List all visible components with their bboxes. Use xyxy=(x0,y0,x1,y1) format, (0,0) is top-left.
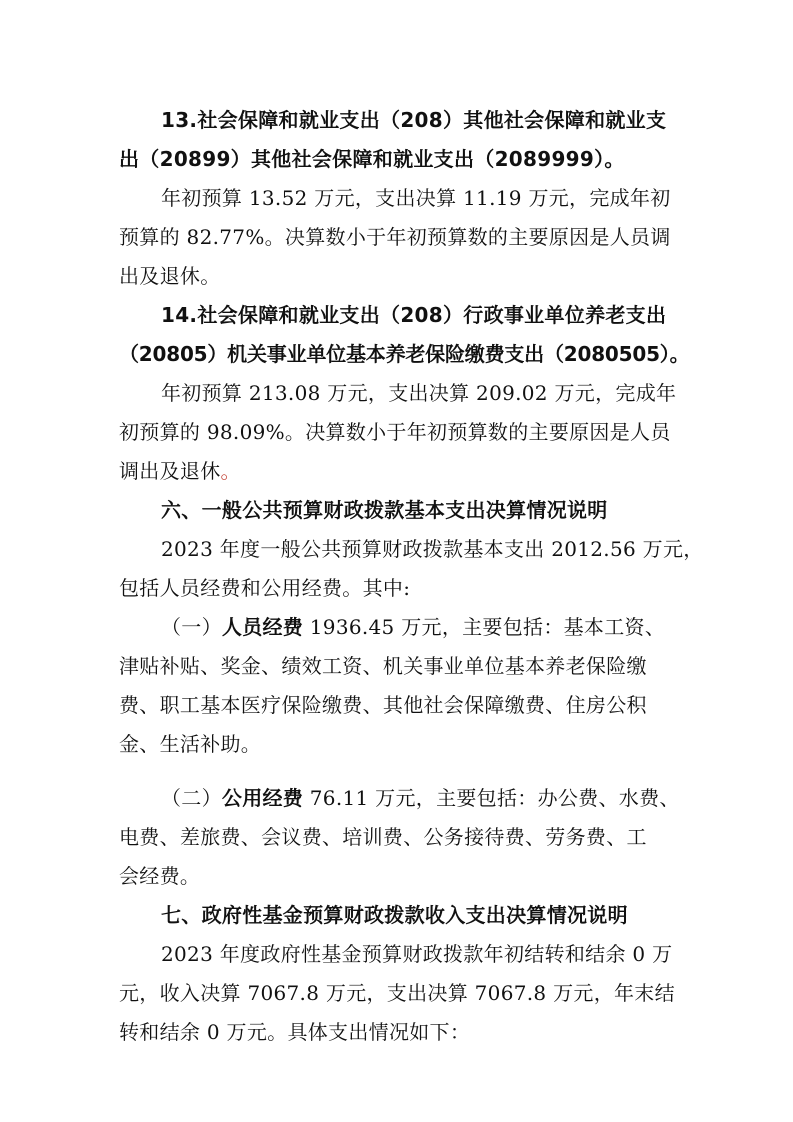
section-7-heading: 七、政府性基金预算财政拨款收入支出决算情况说明 xyxy=(161,903,628,927)
personnel-expense-line-2: 津贴补贴、奖金、绩效工资、机关事业单位基本养老保险缴 xyxy=(119,654,647,678)
personnel-expense-line-3: 费、职工基本医疗保险缴费、其他社会保障缴费、住房公积 xyxy=(119,693,647,717)
section-13-heading-line-1: 13.社会保障和就业支出（208）其他社会保障和就业支 xyxy=(161,108,667,132)
public-expense-line-3: 会经费。 xyxy=(119,864,201,888)
section-13-body-line-3: 出及退休。 xyxy=(119,264,221,288)
section-13-heading-line-2: 出（20899）其他社会保障和就业支出（2089999）。 xyxy=(119,147,625,171)
personnel-expense-line-1 xyxy=(161,615,665,639)
personnel-expense-line-4: 金、生活补助。 xyxy=(119,732,262,756)
public-label: 公用经费 xyxy=(221,786,304,810)
personnel-label: 人员经费 xyxy=(221,615,304,639)
public-expense-line-2: 电费、差旅费、会议费、培训费、公务接待费、劳务费、工 xyxy=(119,825,647,849)
personnel-rest: 1936.45 万元，主要包括：基本工资、 xyxy=(303,615,666,639)
section-14-body-line-3 xyxy=(119,459,241,483)
section-7-body-line-2: 元，收入决算 7067.8 万元，支出决算 7067.8 万元，年末结 xyxy=(119,981,675,1005)
section-13-body-line-2: 预算的 82.77%。决算数小于年初预算数的主要原因是人员调 xyxy=(119,225,671,249)
section-14-body-line-2: 初预算的 98.09%。决算数小于年初预算数的主要原因是人员 xyxy=(119,420,671,444)
section-14-body-line-3-text: 调出及退休 xyxy=(119,459,221,483)
section-7-body-line-3: 转和结余 0 万元。具体支出情况如下： xyxy=(119,1020,471,1044)
section-14-body-line-1: 年初预算 213.08 万元，支出决算 209.02 万元，完成年 xyxy=(161,381,677,405)
public-rest: 76.11 万元，主要包括：办公费、水费、 xyxy=(303,786,680,810)
section-7-body-line-1: 2023 年度政府性基金预算财政拨款年初结转和结余 0 万 xyxy=(161,942,673,966)
section-6-intro-line-1: 2023 年度一般公共预算财政拨款基本支出 2012.56 万元， xyxy=(161,537,704,561)
section-6-heading: 六、一般公共预算财政拨款基本支出决算情况说明 xyxy=(161,498,608,522)
section-6-intro-line-2: 包括人员经费和公用经费。其中: xyxy=(119,576,411,600)
section-13-body-line-1: 年初预算 13.52 万元，支出决算 11.19 万元，完成年初 xyxy=(161,186,671,210)
personnel-prefix: （一） xyxy=(161,615,222,639)
section-14-heading-line-1: 14.社会保障和就业支出（208）行政事业单位养老支出 xyxy=(161,303,667,327)
section-14-heading-line-2: （20805）机关事业单位基本养老保险缴费支出（2080505）。 xyxy=(119,342,690,366)
public-prefix: （二） xyxy=(161,786,222,810)
public-expense-line-1 xyxy=(161,786,680,810)
section-14-body-line-3-end: 。 xyxy=(220,459,241,483)
